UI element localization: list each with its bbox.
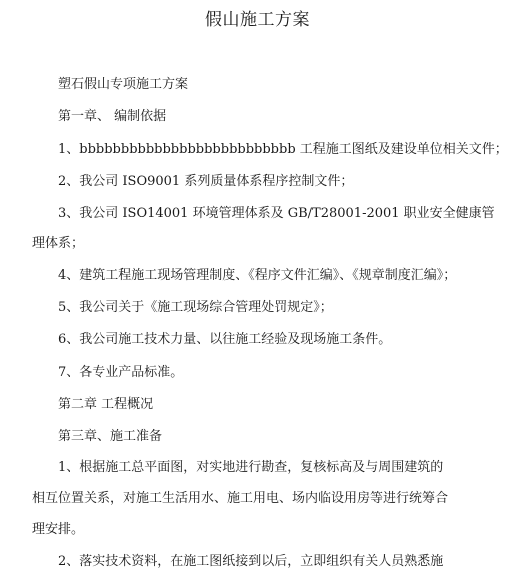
paragraph-line: 理体系； [32,236,85,251]
document-title: 假山施工方案 [205,10,310,30]
paragraph-line: 理安排。 [32,522,85,537]
paragraph-line: 4、建筑工程施工现场管理制度、《程序文件汇编》、《规章制度汇编》； [58,268,457,283]
paragraph-line: 1、根据施工总平面图，对实地进行勘查，复核标高及与周围建筑的 [58,460,444,475]
paragraph-line: 3、我公司 ISO14001 环境管理体系及 GB/T28001-2001 职业安全健康管 [58,206,495,221]
section-heading: 塑石假山专项施工方案 [58,77,189,92]
paragraph-line: 1、bbbbbbbbbbbbbbbbbbbbbbbbbb 工程施工图纸及建设单位相关文件； [58,142,508,157]
paragraph-line: 5、我公司关于《施工现场综合管理处罚规定》； [58,300,333,315]
paragraph-line: 6、我公司施工技术力量、以往施工经验及现场施工条件。 [58,332,392,347]
chapter-heading: 第二章 工程概况 [58,397,154,412]
paragraph-line: 2、我公司 ISO9001 系列质量体系程序控制文件； [58,174,354,189]
paragraph-line: 7、各专业产品标准。 [58,365,184,380]
chapter-heading: 第三章、施工准备 [58,429,163,444]
paragraph-line: 相互位置关系，对施工生活用水、施工用电、场内临设用房等进行统筹合 [32,491,449,506]
paragraph-line: 2、落实技术资料，在施工图纸接到以后，立即组织有关人员熟悉施 [58,554,444,569]
chapter-heading: 第一章、 编制依据 [58,109,167,124]
